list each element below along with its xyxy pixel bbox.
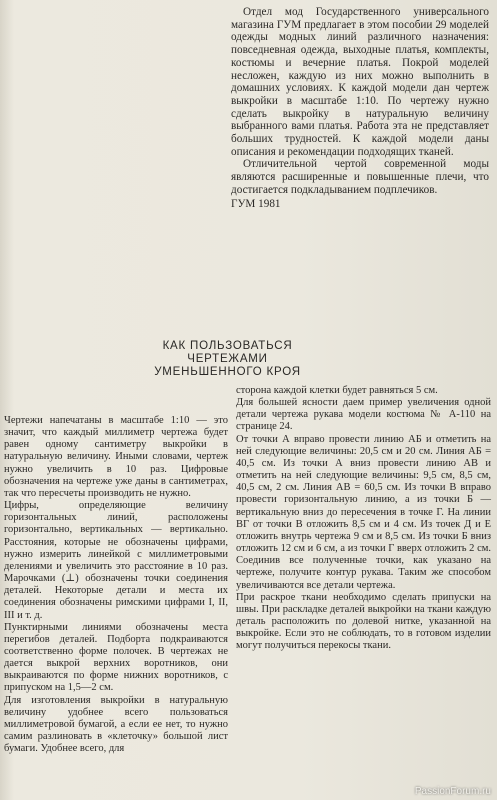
left-paragraph-paper: Для изготовления выкройки в натуральную величину удобнее всего пользоваться миллиметровой бумагой, а если ее нет, то нужно самим разлиновать в «клеточку» большой лист бумаги. Удобнее всего, для: [4, 694, 228, 755]
left-column: [4, 415, 228, 755]
heading-line-1: КАК ПОЛЬЗОВАТЬСЯ: [162, 340, 293, 352]
watermark: PassionForum.ru: [414, 786, 491, 797]
intro-paragraph: Отдел мод Государственного универсального магазина ГУМ предлагает в этом пособии 29 моделей одежды модных линий различного назначения: повседневная одежда, выходные платья, комплекты, костюмы и вечерние платья. Покрой моделей несложен, каждую из них можно выполнить в домашних условиях. К каждой модели дан чертеж выкройки в масштабе 1:10. По чертежу нужно сделать выкройку в натуральную величину выбранного вами платья. Работа эта не представляет больших трудностей. К каждой модели даны описания и рекомендации подходящих тканей.: [231, 6, 489, 158]
right-paragraph-instructions: От точки А вправо провести линию АБ и отметить на ней следующие величины: 20,5 см и 20 см. Линия АБ = 40,5 см. Из точки А вниз провести линию АВ и отметить на ней следующие величины: 9,5 см, 8,5 см, 40,5 см, 2 см. Линия АВ = 60,5 см. Из точки В вправо провести горизонтальную линию, а из точки Б — вертикальную вниз до пересечения в точке Г. На линии ВГ от точки В отложить 8,5 см и 4 см. Из точек Д и Е отложить внутрь чертежа 9 см и 8,5 см. Из точки Б вниз отложить 12 см и 6 см, а из точки Г вверх отложить 2 см. Соединив все полученные точки, как указано на чертеже, получите контур рукава. Таким же способом увеличиваются все детали чертежа.: [236, 433, 491, 591]
right-column: [236, 385, 491, 652]
intro-signature: ГУМ 1981: [231, 197, 281, 210]
intro-text-block: [231, 6, 489, 210]
right-paragraph-example: Для большей ясности даем пример увеличения одной детали чертежа рукава модели костюма № А-110 на странице 24.: [236, 397, 491, 433]
section-heading: [130, 340, 325, 379]
left-paragraph-dashed-lines: Пунктирными линиями обозначены места перегибов деталей. Подборта подкраиваются соответственно форме полочек. В чертежах не дается выкрой верхних воротников, они выкраиваются по форме нижних воротников, с припуском на 1,5—2 см.: [4, 621, 228, 694]
left-paragraph-scale: Чертежи напечатаны в масштабе 1:10 — это значит, что каждый миллиметр чертежа будет равен одному сантиметру выкройки в натуральную величину. Иными словами, чертеж нужно увеличить в 10 раз. Цифровые обозначения на чертеже уже даны в сантиметрах, так что пересчеты производить не нужно.: [4, 415, 228, 499]
right-paragraph-cutting: При раскрое ткани необходимо сделать припуски на швы. При раскладке деталей выкройки на ткани каждую деталь расположить по долевой нитке, указанной на выкройке. Если это не соблюдать, то в готовом изделии могут получиться перекосы ткани.: [236, 591, 491, 652]
right-paragraph-cell: сторона каждой клетки будет равняться 5 см.: [236, 385, 438, 396]
heading-line-2: ЧЕРТЕЖАМИ: [187, 353, 268, 365]
left-paragraph-digits: Цифры, определяющие величину горизонтальных линий, расположены горизонтально, вертикальных — вертикально. Расстояния, которые не обозначены цифрами, нужно измерить линейкой с миллиметровыми делениями и увеличить это расстояние в 10 раз. Марочками (⊥) обозначены точки соединения деталей. Некоторые детали и места их соединения обозначены римскими цифрами I, II, III и т. д.: [4, 500, 228, 621]
heading-line-3: УМЕНЬШЕННОГО КРОЯ: [154, 366, 301, 378]
intro-paragraph-fashion: Отличительной чертой современной моды являются расширенные и повышенные плечи, что достигается подкладыванием подплечиков.: [231, 158, 489, 196]
